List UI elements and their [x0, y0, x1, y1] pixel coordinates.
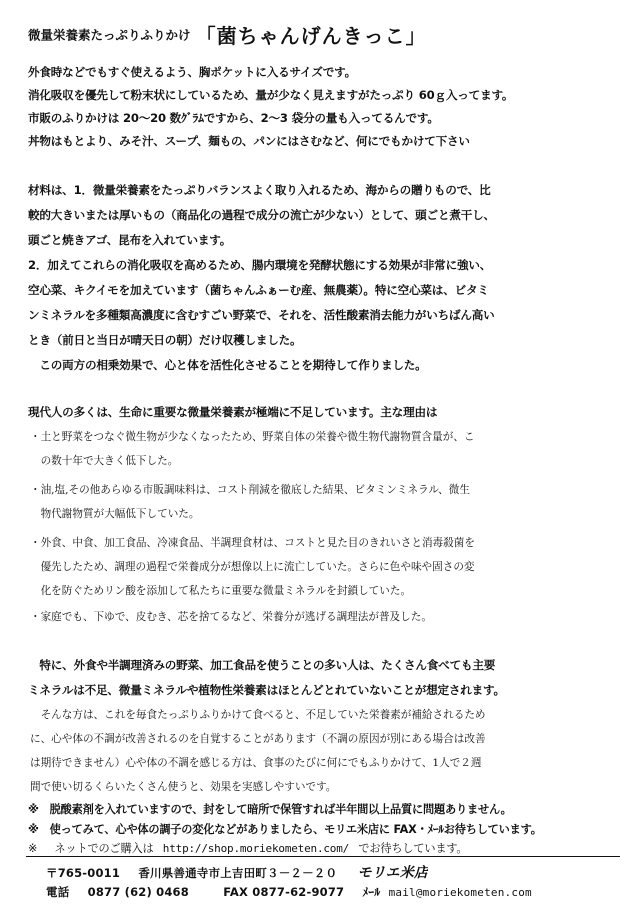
- reason-bullet: 化を防ぐためリン酸を添加して私たちに重要な微量ミネラルを封鎖していた。: [30, 585, 412, 597]
- mail-label: ﾒｰﾙ: [362, 885, 381, 899]
- materials-line: 空心菜、キクイモを加えています（菌ちゃんふぁーむ産、無農薬）。特に空心菜は、ビタミ: [28, 283, 489, 297]
- body-line: 間で使い切るくらいたくさん使うと、効果を実感しやすいです。: [30, 781, 337, 793]
- materials-line: この両方の相乗効果で、心と体を活性化させることを期待して作りました。: [28, 358, 427, 372]
- fax-number: FAX 0877-62-9077: [223, 885, 345, 899]
- note-line: ※ 脱酸素剤を入れていますので、封をして暗所で保管すれば半年間以上品質に問題ありません。: [28, 803, 512, 816]
- reason-bullet: ・土と野菜をつなぐ微生物が少なくなったため、野菜自体の栄養や微生物代謝物質含量が、こ: [30, 431, 475, 443]
- net-mark: ※: [28, 842, 38, 855]
- body-line: そんな方は、これを毎食たっぷりふりかけて食べると、不足していた栄養素が補給されるため: [30, 709, 486, 721]
- intro-line: 消化吸収を優先して粉末状にしているため、量が少なく見えますがたっぷり 60ｇ入ってます。: [28, 88, 514, 102]
- net-order-line: [28, 841, 618, 857]
- materials-line: とき（前日と当日が晴天日の朝）だけ収穫しました。: [28, 333, 302, 347]
- reason-bullet: ・家庭でも、下ゆで、皮むき、芯を捨てるなど、栄養分が逃げる調理法が普及した。: [30, 611, 432, 623]
- postal-code: 〒765-0011: [46, 866, 121, 880]
- reason-bullet: ・外食、中食、加工食品、冷凍食品、半調理食材は、コストと見た目のきれいさと消毒殺菌を: [30, 537, 475, 549]
- phone-label: 電話: [46, 885, 70, 899]
- mail-address[interactable]: mail@moriekometen.com: [388, 886, 532, 899]
- net-prefix: ネットでのご購入は: [54, 842, 154, 855]
- summary-line: ミネラルは不足、微量ミネラルや植物性栄養素はほとんどとれていないことが想定されます。: [28, 683, 505, 697]
- shop-signature: モリエ米店: [357, 865, 429, 881]
- body-line: に、心や体の不調が改善されるのを自覚することがあります（不調の原因が別にある場合は改善: [30, 733, 486, 745]
- reason-bullet: の数十年で大きく低下した。: [30, 455, 179, 467]
- reason-bullet: ・油,塩,その他あらゆる市販調味料は、コスト削減を徹底した結果、ビタミンミネラル、微生: [30, 484, 470, 496]
- materials-line: 2．加えてこれらの消化吸収を高めるため、腸内環境を発酵状態にする効果が非常に強い、: [28, 258, 492, 272]
- title-subtitle: 微量栄養素たっぷりふりかけ: [28, 27, 191, 43]
- footer-address-row: [46, 862, 428, 882]
- footer-contact-row: [46, 884, 532, 900]
- shop-url-link[interactable]: http://shop.moriekometen.com/: [162, 842, 350, 855]
- intro-line: 外食時などでもすぐ使えるよう、胸ポケットに入るサイズです。: [28, 65, 356, 79]
- summary-line: 特に、外食や半調理済みの野菜、加工食品を使うことの多い人は、たくさん食べても主要: [28, 658, 496, 672]
- phone-number: 0877 (62) 0468: [87, 885, 189, 899]
- intro-line: 市販のふりかけは 20～20 数ｸﾞﾗﾑですから、2～3 袋分の量も入ってるんです。: [28, 111, 439, 125]
- body-line: は期待できません）心や体の不調を感じる方は、食事のたびに何にでもふりかけて、1人で２週: [30, 757, 482, 769]
- address: 香川県善通寺市上吉田町３－２－２０: [138, 866, 338, 880]
- materials-line: ンミネラルを多種類高濃度に含むすごい野菜で、それを、活性酸素消去能力がいちばん高い: [28, 308, 495, 322]
- modern-heading: 現代人の多くは、生命に重要な微量栄養素が極端に不足しています。主な理由は: [28, 405, 438, 419]
- materials-line: 頭ごと焼きアゴ、昆布を入れています。: [28, 233, 232, 247]
- footer-divider: [26, 856, 620, 857]
- title-row: [28, 20, 618, 56]
- intro-line: 丼物はもとより、みそ汁、スープ、麺もの、パンにはさむなど、何にでもかけて下さい: [28, 134, 470, 148]
- net-suffix: でお待ちしています。: [358, 842, 468, 855]
- materials-line: 較的大きいまたは厚いもの（商品化の過程で成分の流亡が少ない）として、頭ごと煮干し、: [28, 208, 495, 222]
- reason-bullet: 優先したため、調理の過程で栄養成分が想像以上に流亡していた。さらに色や味や固さの変: [30, 561, 475, 573]
- product-title: 「菌ちゃんげんきっこ」: [195, 24, 427, 48]
- reason-bullet: 物代謝物質が大幅低下していた。: [30, 508, 200, 520]
- note-line: ※ 使ってみて、心や体の調子の変化などがありましたら、モリエ米店に FAX・ﾒｰﾙお待ちしています。: [28, 823, 542, 836]
- materials-line: 材料は、1．微量栄養素をたっぷりバランスよく取り入れるため、海からの贈りもので、比: [28, 183, 491, 197]
